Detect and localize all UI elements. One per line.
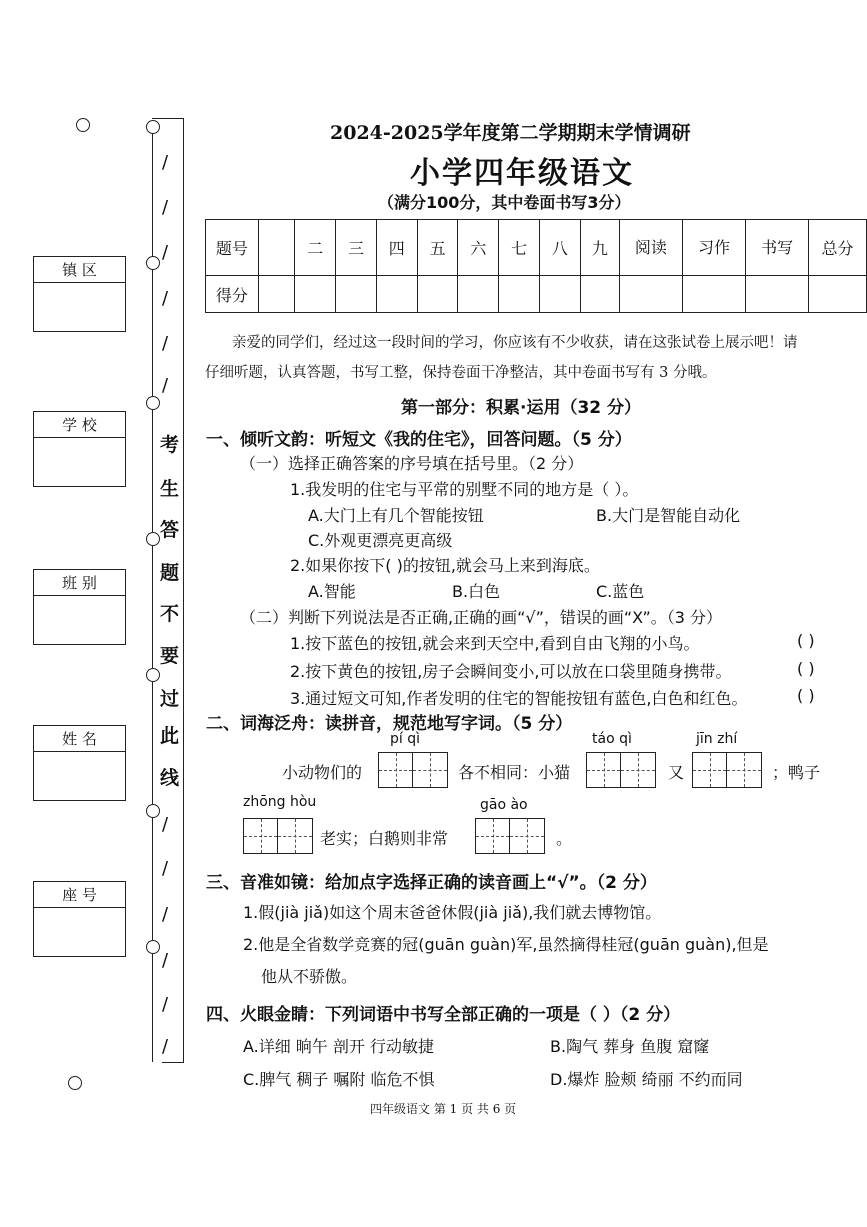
writing-grid-gaoao[interactable] <box>475 818 545 854</box>
cut-mark: / <box>162 994 169 1015</box>
binding-hole <box>68 1076 82 1090</box>
intro-line-2: 仔细听题，认真答题，书写工整，保持卷面干净整洁，其中卷面书写有 3 分哦。 <box>205 365 717 381</box>
info-field-town[interactable] <box>34 283 125 331</box>
binding-line-top <box>152 118 184 119</box>
judge-2-bracket[interactable]: ( ) <box>797 659 815 678</box>
table-header-cell: 七 <box>499 220 540 276</box>
writing-grid-piqi[interactable] <box>378 752 448 788</box>
table-header-cell <box>258 220 295 276</box>
q1-2-option-a: A.智能 <box>308 582 356 601</box>
binding-hole <box>146 256 160 270</box>
score-cell[interactable] <box>336 276 377 313</box>
pinyin-taoqi: táo qì <box>592 731 632 747</box>
q2-text-4: ；鸭子 <box>772 763 821 782</box>
cut-mark: / <box>162 375 169 396</box>
table-row-label: 得分 <box>206 276 259 313</box>
score-cell[interactable] <box>809 276 867 313</box>
exam-subtitle: 2024-2025学年度第二学期期末学情调研 <box>330 122 691 144</box>
q1-sub1: （一）选择正确答案的序号填在括号里。（2 分） <box>240 454 584 473</box>
table-header-cell: 六 <box>458 220 499 276</box>
q2-text-5: 老实；白鹅则非常 <box>320 829 449 848</box>
info-box-school <box>33 411 126 487</box>
score-cell[interactable] <box>417 276 458 313</box>
pinyin-jinzhi: jīn zhí <box>696 731 738 747</box>
cut-mark: / <box>162 1036 169 1057</box>
binding-notice-char: 考 <box>160 434 180 456</box>
binding-notice-char: 题 <box>160 562 180 584</box>
q3-line-1: 1.假(jià jiǎ)如这个周末爸爸休假(jià jiǎ),我们就去博物馆。 <box>243 903 662 922</box>
writing-grid-taoqi[interactable] <box>586 752 656 788</box>
judge-1: 1.按下蓝色的按钮,就会来到天空中,看到自由飞翔的小鸟。 <box>290 634 700 653</box>
score-cell[interactable] <box>499 276 540 313</box>
table-header-cell: 三 <box>336 220 377 276</box>
binding-notice-char: 生 <box>160 478 180 500</box>
info-label: 姓 名 <box>34 726 125 752</box>
page-title: 小学四年级语文 <box>410 156 634 191</box>
q3-heading: 三、音准如镜：给加点字选择正确的读音画上“√”。（2 分） <box>206 873 657 893</box>
q4-heading: 四、火眼金睛：下列词语中书写全部正确的一项是（ ）（2 分） <box>206 1005 681 1025</box>
table-header-cell: 四 <box>376 220 417 276</box>
score-cell[interactable] <box>258 276 295 313</box>
binding-hole <box>146 940 160 954</box>
writing-cell[interactable] <box>413 753 447 787</box>
q2-text-6: 。 <box>556 829 573 848</box>
table-header-cell: 五 <box>417 220 458 276</box>
info-field-class[interactable] <box>34 596 125 644</box>
judge-3: 3.通过短文可知,作者发明的住宅的智能按钮有蓝色,白色和红色。 <box>290 689 748 708</box>
q1-2-option-c: C.蓝色 <box>596 582 645 601</box>
info-field-name[interactable] <box>34 752 125 800</box>
q3-line-2: 2.他是全省数学竞赛的冠(guān guàn)军,虽然摘得桂冠(guān guàn),但是 <box>243 935 769 954</box>
writing-cell[interactable] <box>476 819 510 853</box>
table-header-cell: 八 <box>540 220 581 276</box>
writing-cell[interactable] <box>244 819 278 853</box>
q1-1-option-c: C.外观更漂亮更高级 <box>308 531 453 550</box>
score-cell[interactable] <box>376 276 417 313</box>
writing-grid-zhonghou[interactable] <box>243 818 313 854</box>
info-box-seat <box>33 881 126 957</box>
score-note: （满分100分，其中卷面书写3分） <box>378 193 631 212</box>
info-label: 镇 区 <box>34 257 125 283</box>
cut-mark: / <box>162 950 169 971</box>
q2-heading: 二、词海泛舟：读拼音，规范地写字词。（5 分） <box>206 714 573 734</box>
binding-notice-char: 答 <box>160 519 180 541</box>
q1-sub2: （二）判断下列说法是否正确,正确的画“√”，错误的画“X”。（3 分） <box>240 608 723 627</box>
writing-cell[interactable] <box>510 819 544 853</box>
table-header-cell: 习作 <box>682 220 745 276</box>
q4-option-d: D.爆炸 脸颊 绮丽 不约而同 <box>550 1070 743 1089</box>
intro-line-1: 亲爱的同学们，经过这一段时间的学习，你应该有不少收获，请在这张试卷上展示吧！请 <box>232 335 798 351</box>
writing-cell[interactable] <box>278 819 312 853</box>
table-header-cell: 阅读 <box>619 220 682 276</box>
judge-1-bracket[interactable]: ( ) <box>797 631 815 650</box>
q1-heading: 一、倾听文韵：听短文《我的住宅》，回答问题。（5 分） <box>206 430 632 450</box>
info-label: 座 号 <box>34 882 125 908</box>
binding-line-bottom <box>162 1062 184 1063</box>
writing-grid-jinzhi[interactable] <box>692 752 762 788</box>
q2-text-2: 各不相同：小猫 <box>458 763 571 782</box>
q1-2-option-b: B.白色 <box>452 582 501 601</box>
info-label: 班 别 <box>34 570 125 596</box>
binding-notice-char: 过 <box>160 688 180 710</box>
score-cell[interactable] <box>540 276 581 313</box>
score-cell[interactable] <box>682 276 745 313</box>
score-cell[interactable] <box>295 276 336 313</box>
pinyin-gaoao: gāo ào <box>480 797 528 813</box>
info-box-town <box>33 256 126 332</box>
binding-notice-char: 要 <box>160 645 180 667</box>
score-table <box>205 219 867 313</box>
binding-hole <box>146 396 160 410</box>
writing-cell[interactable] <box>621 753 655 787</box>
table-header-cell: 总分 <box>809 220 867 276</box>
binding-line-right <box>183 118 184 1063</box>
cut-mark: / <box>162 288 169 309</box>
pinyin-zhonghou: zhōng hòu <box>243 794 317 810</box>
q2-text-1: 小动物们的 <box>282 763 363 782</box>
q4-option-c: C.脾气 稠子 嘱附 临危不惧 <box>243 1070 435 1089</box>
q1-2-stem: 2.如果你按下( )的按钮,就会马上来到海底。 <box>290 556 600 575</box>
table-header-cell: 书写 <box>746 220 809 276</box>
cut-mark: / <box>162 333 169 354</box>
binding-hole <box>146 668 160 682</box>
score-cell[interactable] <box>580 276 619 313</box>
score-cell[interactable] <box>458 276 499 313</box>
q4-option-a: A.详细 晌午 剖开 行动敏捷 <box>243 1037 435 1056</box>
info-label: 学 校 <box>34 412 125 438</box>
binding-hole <box>146 804 160 818</box>
info-field-school[interactable] <box>34 438 125 486</box>
writing-cell[interactable] <box>693 753 727 787</box>
cut-mark: / <box>162 904 169 925</box>
binding-hole <box>146 120 160 134</box>
q4-option-b: B.陶气 葬身 鱼腹 窟窿 <box>550 1037 710 1056</box>
writing-cell[interactable] <box>727 753 761 787</box>
part1-heading: 第一部分：积累·运用（32 分） <box>401 398 642 418</box>
writing-cell[interactable] <box>379 753 413 787</box>
cut-mark: / <box>162 242 169 263</box>
table-header-cell: 九 <box>580 220 619 276</box>
binding-hole <box>76 118 90 132</box>
binding-hole <box>146 532 160 546</box>
cut-mark: / <box>162 858 169 879</box>
info-box-name <box>33 725 126 801</box>
table-header-label: 题号 <box>206 220 259 276</box>
cut-mark: / <box>162 152 169 173</box>
pinyin-piqi: pí qì <box>390 731 421 747</box>
info-box-class <box>33 569 126 645</box>
page-footer: 四年级语文 第 1 页 共 6 页 <box>370 1102 517 1116</box>
q1-1-option-a: A.大门上有几个智能按钮 <box>308 506 484 525</box>
cut-mark: / <box>162 814 169 835</box>
judge-2: 2.按下黄色的按钮,房子会瞬间变小,可以放在口袋里随身携带。 <box>290 662 732 681</box>
q1-1-stem: 1.我发明的住宅与平常的别墅不同的地方是（ ）。 <box>290 480 639 499</box>
score-cell[interactable] <box>746 276 809 313</box>
q1-1-option-b: B.大门是智能自动化 <box>596 506 741 525</box>
score-cell[interactable] <box>619 276 682 313</box>
info-field-seat[interactable] <box>34 908 125 956</box>
judge-3-bracket[interactable]: ( ) <box>797 686 815 705</box>
binding-notice-char: 不 <box>160 603 180 625</box>
binding-notice-char: 线 <box>160 767 180 789</box>
cut-mark: / <box>162 197 169 218</box>
q3-line-3: 他从不骄傲。 <box>261 967 358 986</box>
table-header-cell: 二 <box>295 220 336 276</box>
writing-cell[interactable] <box>587 753 621 787</box>
binding-notice-char: 此 <box>160 725 180 747</box>
q2-text-3: 又 <box>668 763 685 782</box>
